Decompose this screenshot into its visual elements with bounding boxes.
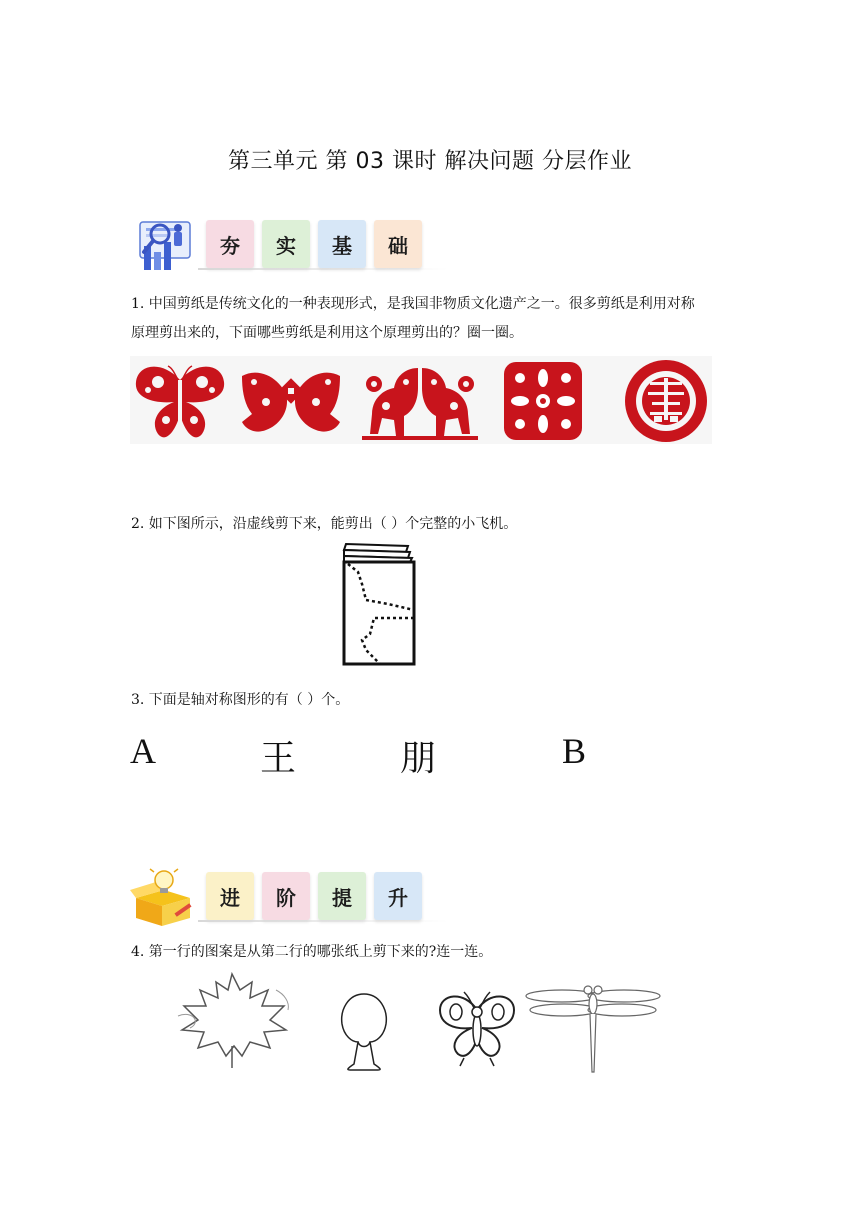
option-char-3: 朋 [400,738,437,778]
section-advanced-char-1: 进 [206,872,254,920]
question-1-line-1: 1. 中国剪纸是传统文化的一种表现形式，是我国非物质文化遗产之一。很多剪纸是利用对称 [131,296,695,312]
butterfly-outline [434,986,520,1070]
question-1 [131,290,751,348]
folded-paper-dashed-cut [340,542,420,668]
section-advanced-char-3: 提 [318,872,366,920]
papercut-image-strip [130,356,712,444]
option-char-2: 王 [260,738,297,778]
option-char-1: A [130,731,156,771]
banner-underline [198,268,448,270]
section-basic-char-3: 基 [318,220,366,268]
question-2: 2. 如下图所示，沿虚线剪下来，能剪出（ ）个完整的小飞机。 [131,516,518,532]
section-advanced-char-4: 升 [374,872,422,920]
question-4: 4. 第一行的图案是从第二行的哪张纸上剪下来的?连一连。 [131,944,493,960]
section-banner-basic [130,214,460,274]
section-basic-char-1: 夯 [206,220,254,268]
flower-square-papercut [500,360,586,442]
maple-leaf-outline [172,970,296,1070]
tree-outline [336,990,392,1074]
banner-underline [198,920,448,922]
section-basic-char-2: 实 [262,220,310,268]
section-banner-advanced [130,866,460,926]
question-3: 3. 下面是轴对称图形的有（ ）个。 [131,692,350,708]
lightbulb-box-icon [130,868,196,928]
question-1-line-2: 原理剪出来的，下面哪些剪纸是利用这个原理剪出的？圈一圈。 [131,325,523,341]
magnifier-chart-icon [130,214,194,276]
section-advanced-char-2: 阶 [262,872,310,920]
fish-papercut [238,364,344,440]
double-happiness-papercut [622,358,710,444]
horses-papercut [360,360,480,442]
butterfly-papercut [132,360,228,444]
option-char-4: B [562,731,587,771]
dragonfly-outline [524,982,662,1076]
page-title: 第三单元 第 03 课时 解决问题 分层作业 [228,149,632,174]
section-basic-char-4: 础 [374,220,422,268]
